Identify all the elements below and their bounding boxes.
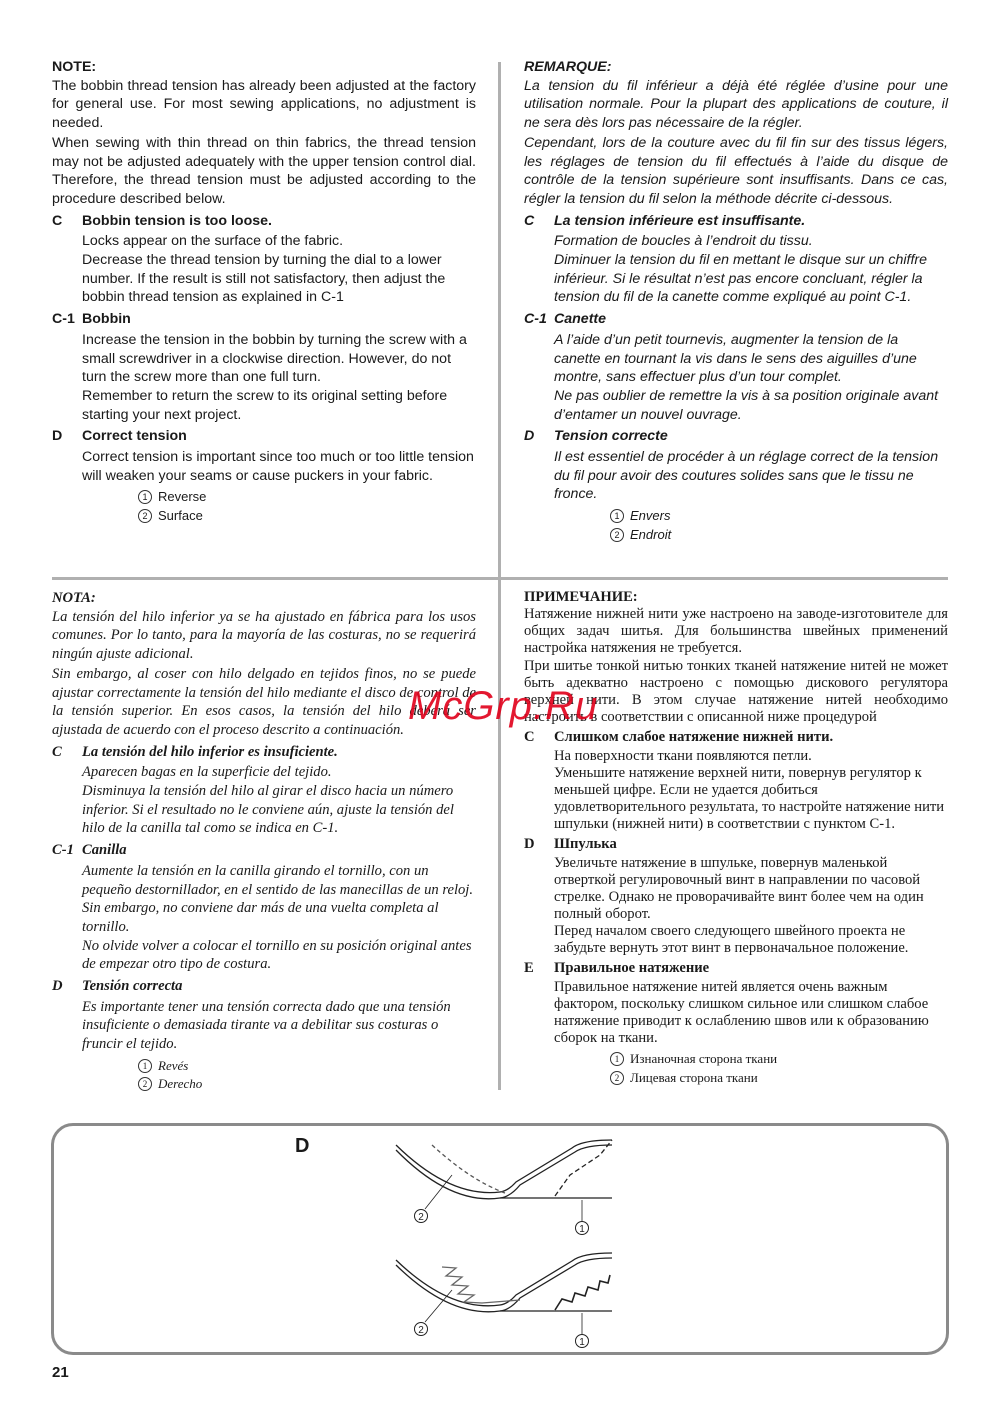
item-title: Tension correcte	[554, 428, 668, 445]
item-title: Правильное натяжение	[554, 960, 710, 976]
note-paragraph: При шитье тонкой нитью тонких тканей натяжение нитей не может быть адекватно настроено с помощью дискового регулятора верхней нити. В этом случае натяжение нитей необходимо настроить в соответствии с описанной ниже процедурой	[524, 658, 948, 725]
item-code: D	[524, 836, 535, 852]
item-text: Уменьшите натяжение верхней нити, повернув регулятор к меньшей цифре. Если не удается добиться удовлетворительного результата, то настройте натяжение нити шпульки (нижней нити) в соответствии с пунктом C-1.	[554, 765, 945, 832]
item-code: D	[524, 428, 535, 445]
item-title: Canilla	[82, 842, 127, 859]
item-text: На поверхности ткани появляются петли.	[554, 748, 812, 764]
diagram-title: D	[295, 1135, 310, 1157]
note-paragraph: Cependant, lors de la couture avec du fil fin sur des tissus légers, les réglages de tension du fil effectués à l’aide du disque de contrôle de la tension supérieure sont insuffisants. Dans ce cas, régler la tension du fil selon la méthode décrite ci-dessous.	[524, 134, 948, 207]
item-text: Es importante tener una tensión correcta dado que una tensión insuficiente o demasiada tirante va a debilitar sus costuras o fruncir el tejido.	[82, 998, 451, 1053]
item-title: La tensión del hilo inferior es insuficiente.	[82, 743, 338, 760]
legend-number-icon: 2	[610, 1071, 624, 1085]
legend-label: Revés	[158, 1057, 189, 1073]
item-text: Il est essentiel de procéder à un réglage correct de la tension du fil pour avoir des coutures solides sans que le tissu ne fronce.	[554, 449, 939, 503]
item-code: E	[524, 960, 534, 976]
legend-label: Reverse	[158, 489, 207, 505]
legend-number-icon: 1	[138, 1059, 152, 1073]
item-title: Canette	[554, 311, 607, 328]
item-text: Increase the tension in the bobbin by turning the screw with a small screwdriver in a clockwise direction. However, do not turn the screw more than one full turn.	[82, 331, 467, 386]
item-code: D	[52, 428, 63, 445]
callout-label-1: 1	[579, 1337, 585, 1348]
callout-label-2: 2	[418, 1212, 424, 1223]
note-title: NOTA:	[52, 590, 96, 606]
legend-number-icon: 1	[610, 1052, 624, 1066]
item-text: Locks appear on the surface of the fabric.	[82, 233, 344, 250]
item-code: C	[52, 212, 63, 229]
diagram-callouts	[415, 1210, 589, 1348]
item-text: Remember to return the screw to its original setting before starting your next project.	[82, 387, 448, 423]
legend-label: Derecho	[158, 1076, 203, 1092]
item-title: Слишком слабое натяжение нижней нити.	[554, 729, 834, 745]
item-title: Bobbin	[82, 311, 131, 328]
note-title: ПРИМЕЧАНИЕ:	[524, 589, 638, 605]
note-paragraph: When sewing with thin thread on thin fabrics, the thread tension may not be adjusted adequately with the upper tension control dial. Therefore, the thread tension must be adjusted according to the procedure described below.	[52, 134, 476, 207]
item-text: Diminuer la tension du fil en mettant le disque sur un chiffre inférieur. Si le résultat n’est pas encore concluant, régler la tension du fil de la canette comme expliqué au point C-1.	[554, 252, 928, 306]
note-paragraph: Sin embargo, al coser con hilo delgado en tejidos finos, no se puede ajustar correctamente la tensión del hilo mediante el disco de control de la tensión superior. En esos casos, la tensión del hilo deberá ser ajustada de acuerdo con el proceso descrito a continuación.	[52, 665, 476, 738]
item-code: C	[524, 729, 535, 745]
legend-number-icon: 1	[610, 509, 624, 523]
item-title: Bobbin tension is too loose.	[82, 212, 272, 229]
page-number: 21	[52, 1364, 69, 1381]
note-paragraph: La tension du fil inférieur a déjà été réglée d’usine pour une utilisation normale. Pour la plupart des applications de couture, il ne sera dès lors pas nécessaire de la régler.	[524, 77, 948, 132]
item-text: No olvide volver a colocar el tornillo en su posición original antes de empezar otro tipo de costura.	[82, 937, 472, 973]
item-title: La tension inférieure est insuffisante.	[554, 212, 806, 229]
item-code: C-1	[52, 842, 74, 859]
item-text: Увеличьте натяжение в шпульке, повернув маленькой отверткой регулировочный винт в направлении по часовой стрелке. Однако не проворачивайте винт более чем на один полный оборот.	[554, 855, 924, 922]
item-code: C	[524, 212, 535, 229]
item-text: Перед началом своего следующего швейного проекта не забудьте вернуть этот винт в первоначальное положение.	[554, 923, 909, 956]
legend-number-icon: 2	[610, 528, 624, 542]
item-title: Correct tension	[82, 428, 187, 445]
legend-label: Лицевая сторона ткани	[630, 1069, 758, 1085]
item-text: Aumente la tensión en la canilla girando el tornillo, con un pequeño destornillador, en el sentido de las manecillas de un reloj. Sin embargo, no conviene dar más de una vuelta completa al tornillo.	[82, 862, 474, 935]
legend-label: Surface	[158, 507, 203, 523]
item-text: Ne pas oublier de remettre la vis à sa position originale avant d’entamer un nouvel ouvrage.	[554, 387, 939, 423]
legend-label: Изнаночная сторона ткани	[630, 1051, 778, 1066]
note-title: NOTE:	[52, 59, 97, 75]
diagram-correct-tension-bottom	[396, 1253, 612, 1334]
legend-number-icon: 1	[138, 490, 152, 504]
item-text: Disminuya la tensión del hilo al girar el disco hacia un número inferior. Si el resultado no le conviene aún, ajuste la tensión del hilo de la canilla tal como se indica en C-1.	[82, 783, 454, 837]
item-code: D	[52, 978, 63, 995]
item-text: Aparecen bagas en la superficie del tejido.	[82, 764, 332, 781]
item-code: C-1	[52, 311, 75, 328]
item-text: Correct tension is important since too much or too little tension will weaken your seams or cause puckers in your fabric.	[82, 449, 474, 484]
item-title: Tensión correcta	[82, 978, 183, 995]
item-text: A l’aide d’un petit tournevis, augmenter la tension de la canette en tournant la vis dans le sens des aiguilles d’une montre, sans effectuer plus d’un tour complet.	[554, 331, 917, 386]
diagram-correct-tension-top	[396, 1140, 612, 1221]
item-title: Шпулька	[554, 836, 617, 852]
item-code: C-1	[524, 311, 547, 328]
item-code: C	[52, 743, 62, 760]
item-text: Formation de boucles à l’endroit du tissu.	[554, 233, 813, 250]
note-paragraph: La tensión del hilo inferior ya se ha ajustado en fábrica para los usos comunes. Por lo tanto, para la mayoría de las costuras, no se requerirá ningún ajuste adicional.	[52, 608, 476, 663]
callout-label-1: 1	[579, 1224, 585, 1235]
legend-label: Envers	[630, 508, 671, 524]
legend-label: Endroit	[630, 526, 672, 542]
note-paragraph: The bobbin thread tension has already been adjusted at the factory for general use. For most sewing applications, no adjustment is needed.	[52, 77, 476, 132]
legend-number-icon: 2	[138, 509, 152, 523]
item-text: Правильное натяжение нитей является очень важным фактором, поскольку слишком сильное или слишком слабое натяжение приводит к ослаблению швов или к образованию сборок на ткани.	[554, 979, 929, 1046]
callout-label-2: 2	[418, 1325, 424, 1336]
item-text: Decrease the thread tension by turning the dial to a lower number. If the result is still not satisfactory, then adjust the bobbin thread tension as explained in C-1	[82, 252, 446, 306]
note-title: REMARQUE:	[524, 59, 612, 75]
note-paragraph: Натяжение нижней нити уже настроено на заводе-изготовителе для общих задач шитья. Для большинства швейных применений настройка натяжения не требуется.	[524, 606, 948, 656]
watermark: McGrp.Ru	[408, 684, 599, 728]
legend-number-icon: 2	[138, 1077, 152, 1091]
